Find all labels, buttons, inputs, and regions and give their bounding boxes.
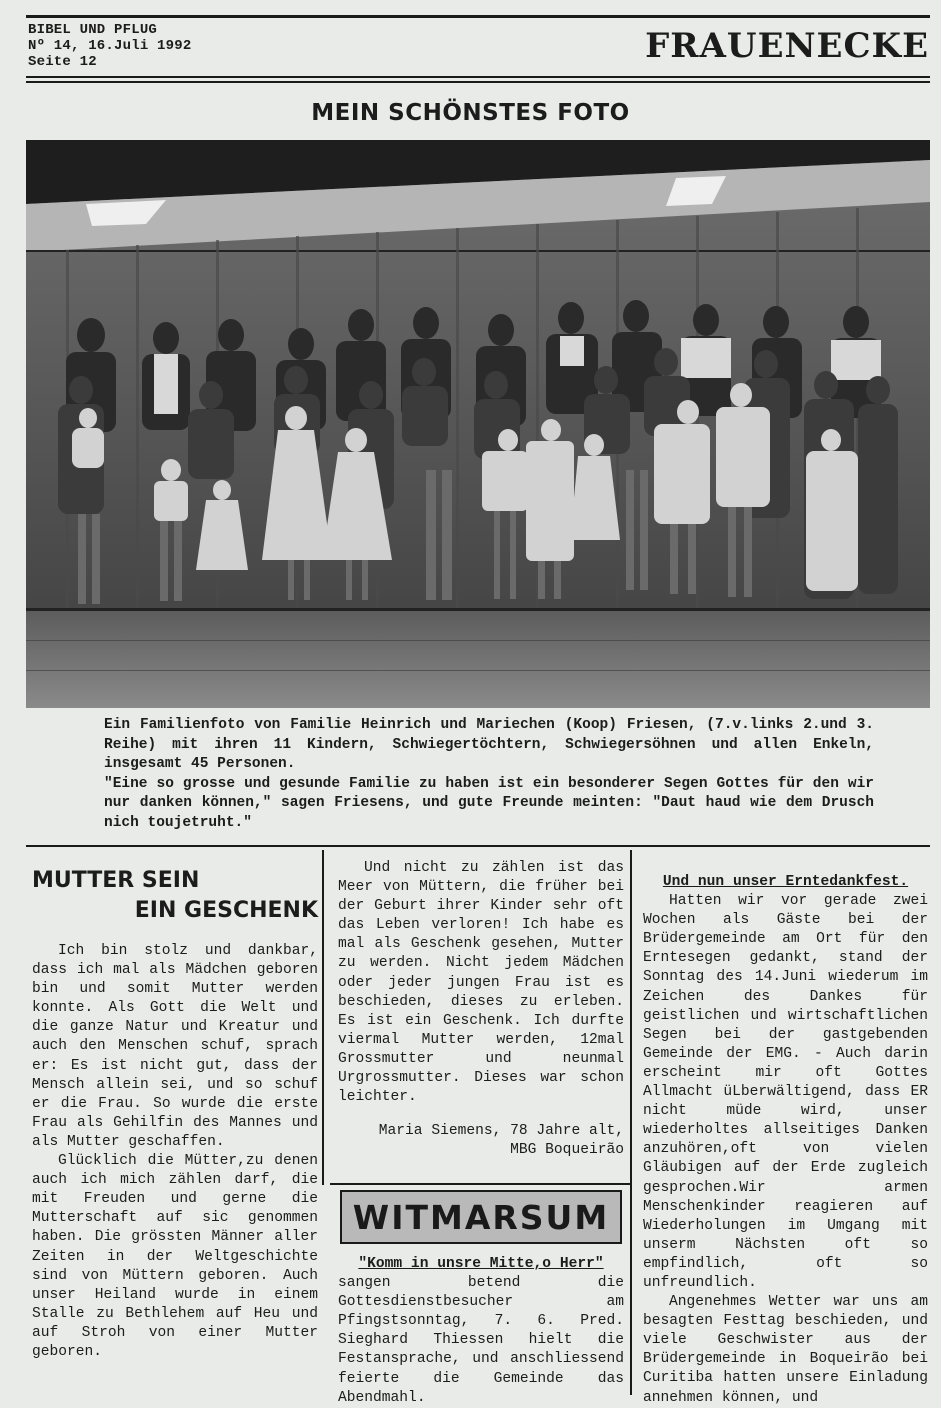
article-paragraph: Glücklich die Mütter,zu denen auch ich mich zählen darf, die mit Freuden und gerne die Mutterschaft auf sic genommen haben. Die grössten Männer aller Zeiten in der Weltgeschichte sind von Müttern geboren. Auch unser Heiland wurde in einem Stalle zu Bethlehem auf Heu und auf Stroh von einer Mutter geboren. (32, 1153, 318, 1360)
article-mutter-col2 (338, 859, 624, 1160)
article-signature-name: Maria Siemens, 78 Jahre alt, (378, 1123, 624, 1140)
family-photo-image (26, 140, 930, 708)
witmarsum-text: sangen betend die Gottesdienstbesucher am Pfingstsonntag, 7. 6. Pred. Sieghard Thiessen hielt die Festansprache, und anschliessend feierte die Gemeinde das Abendmahl. (338, 1275, 624, 1406)
photo-caption-text: Ein Familienfoto von Familie Heinrich und Mariechen (Koop) Friesen, (7.v.links 2.und 3. Reihe) mit ihren 11 Kindern, Schwiegertöchtern, Schwiegersöhnen und allen Enkeln, insgesamt 45 Personen. (104, 717, 874, 772)
photo-caption-quote: "Eine so grosse und gesunde Familie zu haben ist ein besonderer Segen Gottes für den wir nur danken können," sagen Friesens, und gute Freunde meinten: "Daut haud wie dem Drusch nich toujetruht." (104, 775, 874, 831)
articles-top-rule (26, 845, 930, 847)
article-paragraph: Ich bin stolz und dankbar, dass ich mal als Mädchen geboren bin und somit Mutter werden konnte. Als Gott die Welt und die ganze Natur und Kreatur und auch den Menschen schuf, sprach er: Es ist nicht gut, dass der Mensch allein sei, und so schuf er die Frau. So wurde die erste Frau als Gehilfin des Mannes und als Mutter geschaffen. (32, 943, 318, 1150)
witmarsum-subhead: "Komm in unsre Mitte,o Herr" (358, 1256, 604, 1272)
masthead-rule (26, 76, 930, 78)
photo-title: MEIN SCHÖNSTES FOTO (311, 100, 630, 126)
column-divider-left (322, 850, 324, 1185)
top-rule (26, 15, 930, 18)
article-signature-church: MBG Boqueirão (510, 1142, 624, 1159)
article-mutter-col1 (32, 866, 318, 1362)
publication-name: BIBEL UND PFLUG (28, 22, 158, 38)
article-witmarsum (338, 1255, 624, 1408)
section-title: FRAUENECKE (645, 26, 929, 66)
article-paragraph: Hatten wir vor gerade zwei Wochen als Gäste bei der Brüdergemeinde am Ort für den Erntesegen gedankt, stand der Sonntag des 14.Juni wiederum im Zeichen des Dankes für geistlichen und wirtschaftlichen Segen bei der gastgebenden Gemeinde der EMG. - Auch darin erscheint mir oft Gottes Allmacht üLberwältigend, dass ER nicht müde wird, unser wiederholtes allseitiges Danken anzuhören,oft von vielen Gläubigen auf der Erde zugleich gesprochen.Wir armen Menschenkinder reagieren auf Wiederholungen im Umgang mit unserm Nächsten oft so empfindlich, oft so unfreundlich. (643, 893, 928, 1291)
witmarsum-top-rule (330, 1183, 630, 1185)
page-number: Seite 12 (28, 54, 97, 70)
masthead-info (28, 22, 191, 70)
article-paragraph: Angenehmes Wetter war uns am besagten Festtag beschieden, und viele Geschwister aus der Brüdergemeinde in Boqueirão bei Curitiba hatten unsere Einladung annehmen können, und (643, 1294, 928, 1406)
article-erntedank (643, 873, 928, 1408)
witmarsum-banner: WITMARSUM (340, 1190, 622, 1244)
erntedank-subhead: Und nun unser Erntedankfest. (662, 874, 909, 890)
article-paragraph: Und nicht zu zählen ist das Meer von Müttern, die früher bei der Geburt ihrer Kinder sehr oft das Leben verloren! Ich habe es mal als Geschenk gesehen, Mutter zu werden. Nicht jedem Mädchen oder jeder jungen Frau ist es beschieden, dieses zu erleben. Es ist ein Geschenk. Ich durfte viermal Mutter werden, 12mal Grossmutter und neunmal Urgrossmutter. Dieses war schon leichter. (338, 860, 624, 1106)
issue-date: Nº 14, 16.Juli 1992 (28, 38, 192, 54)
family-photo (26, 140, 930, 708)
column-divider-right (630, 850, 632, 1395)
masthead-rule-2 (26, 81, 930, 83)
article-headline-line1: MUTTER SEIN (32, 868, 200, 893)
photo-caption (104, 716, 874, 833)
article-headline-line2: EIN GESCHENK (134, 898, 318, 923)
